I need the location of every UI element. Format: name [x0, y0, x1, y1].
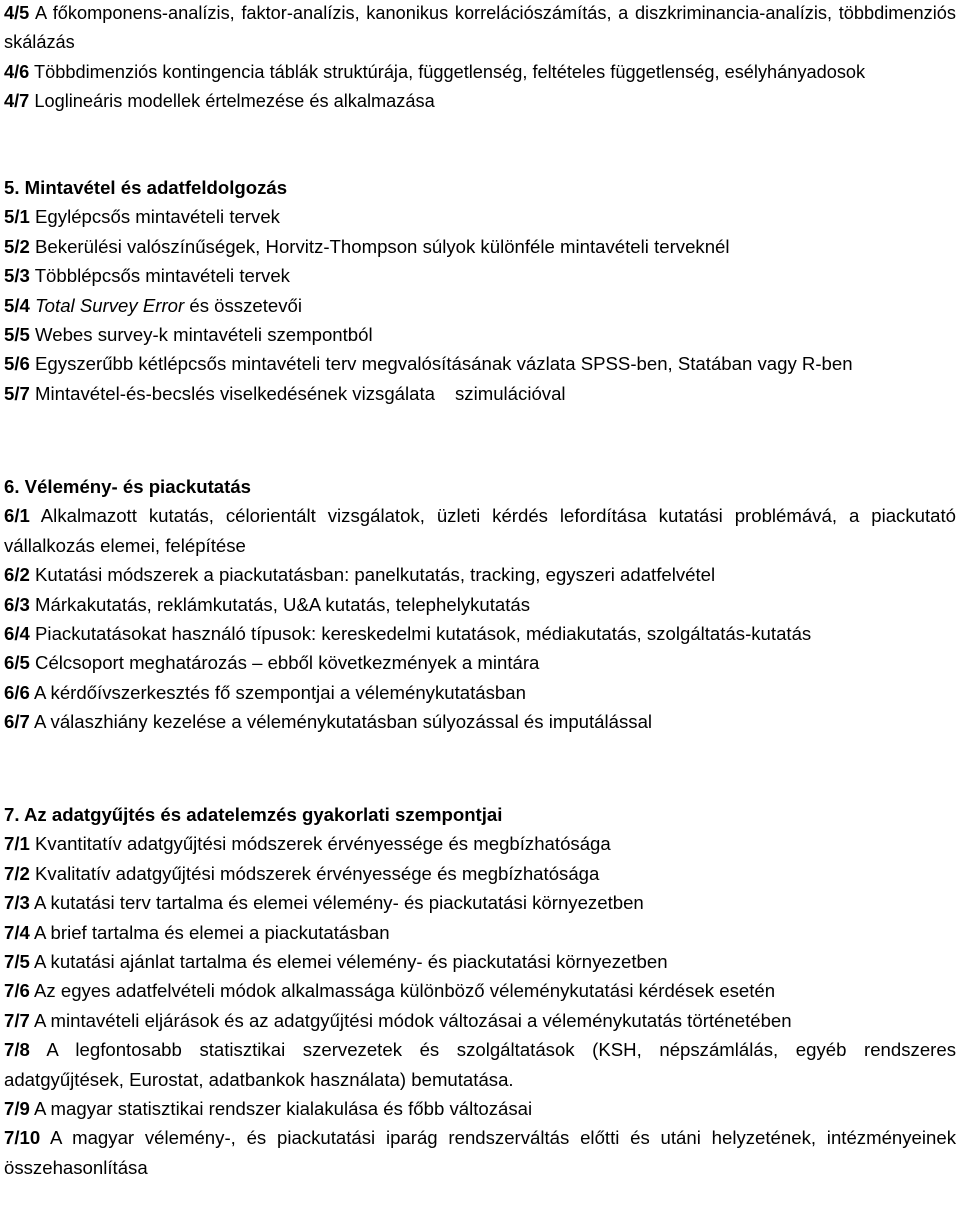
item-number: 6/6 — [4, 681, 30, 703]
list-item — [4, 0, 956, 58]
item-number: 6/7 — [4, 711, 30, 733]
item-number: 5/4 — [4, 294, 30, 316]
list-item — [4, 1035, 956, 1094]
section-heading: 6. Vélemény- és piackutatás — [4, 476, 252, 497]
item-text: Alkalmazott kutatás, célorientált vizsgálatok, üzleti kérdés lefordítása kutatási problémává, a piackutató vállalkozás elemei, felépítése — [4, 505, 957, 556]
item-number: 5/3 — [4, 265, 30, 287]
item-number: 6/5 — [4, 652, 30, 674]
item-text: A mintavételi eljárások és az adatgyűjtési módok változásai a véleménykutatás történetében — [34, 1009, 792, 1031]
item-text: A kutatási terv tartalma és elemei vélemény- és piackutatási környezetben — [34, 892, 644, 914]
list-item — [4, 648, 956, 677]
list-item — [4, 202, 956, 231]
item-number: 5/6 — [4, 353, 30, 375]
item-emphasis: Total Survey Error — [35, 294, 185, 316]
item-number: 7/5 — [4, 951, 30, 973]
item-number: 6/2 — [4, 564, 30, 586]
item-text: A legfontosabb statisztikai szervezetek és szolgáltatások (KSH, népszámlálás, egyéb rendszeres adatgyűjtések, Eurostat, adatbankok használata) bemutatása. — [4, 1039, 957, 1090]
item-text: Loglineáris modellek értelmezése és alkalmazása — [34, 91, 435, 112]
list-item — [4, 678, 956, 707]
item-text-tail: szimulációval — [455, 382, 566, 404]
item-text: Egyszerűbb kétlépcsős mintavételi terv megvalósításának vázlata SPSS-ben, Statában vagy R-ben — [35, 353, 853, 375]
item-text: A magyar statisztikai rendszer kialakulása és főbb változásai — [34, 1098, 533, 1120]
list-item — [4, 349, 956, 378]
list-item — [4, 976, 956, 1005]
item-text: Webes survey-k mintavételi szempontból — [35, 324, 373, 346]
item-text: Egylépcsős mintavételi tervek — [35, 206, 280, 228]
list-item — [4, 918, 956, 947]
item-text: Többdimenziós kontingencia táblák struktúrája, függetlenség, feltételes függetlenség, esélyhányadosok — [34, 61, 866, 82]
item-number: 4/5 — [4, 3, 30, 23]
item-text: Célcsoport meghatározás – ebből következmények a mintára — [35, 652, 540, 674]
list-item — [4, 232, 956, 261]
item-number: 6/1 — [4, 505, 30, 527]
list-item — [4, 291, 956, 320]
item-number: 4/6 — [4, 61, 30, 82]
item-number: 7/4 — [4, 921, 30, 943]
list-item — [4, 888, 956, 917]
list-item — [4, 619, 956, 648]
item-number: 5/7 — [4, 382, 30, 404]
item-text: A kérdőívszerkesztés fő szempontjai a véleménykutatásban — [34, 681, 526, 703]
section-heading: 5. Mintavétel és adatfeldolgozás — [4, 177, 288, 198]
item-text: Márkakutatás, reklámkutatás, U&A kutatás, telephelykutatás — [35, 593, 531, 615]
list-item — [4, 859, 956, 888]
item-number: 4/7 — [4, 91, 30, 112]
item-number: 7/8 — [4, 1039, 30, 1061]
item-number: 7/9 — [4, 1098, 30, 1120]
section-7 — [4, 800, 956, 1182]
list-item — [4, 87, 956, 116]
list-item — [4, 1094, 956, 1123]
item-text: Bekerülési valószínűségek, Horvitz-Thompson súlyok különféle mintavételi terveknél — [35, 235, 730, 257]
list-item — [4, 560, 956, 589]
item-number: 7/1 — [4, 833, 30, 855]
item-number: 5/2 — [4, 235, 30, 257]
list-item — [4, 947, 956, 976]
item-number: 7/7 — [4, 1009, 30, 1031]
item-text: A főkomponens-analízis, faktor-analízis, kanonikus korrelációszámítás, a diszkriminancia-analízis, többdimenziós skálázás — [4, 3, 956, 53]
list-item — [4, 590, 956, 619]
list-item — [4, 1006, 956, 1035]
item-number: 6/3 — [4, 593, 30, 615]
item-text: Piackutatásokat használó típusok: kereskedelmi kutatások, médiakutatás, szolgáltatás-kutatás — [35, 623, 812, 645]
list-item — [4, 58, 956, 87]
list-item — [4, 707, 956, 736]
item-number: 7/10 — [4, 1127, 41, 1149]
item-number: 5/1 — [4, 206, 30, 228]
item-text: Kvalitatív adatgyűjtési módszerek érvényessége és megbízhatósága — [35, 862, 600, 884]
item-text: A válaszhiány kezelése a véleménykutatásban súlyozással és imputálással — [34, 711, 653, 733]
item-text: Az egyes adatfelvételi módok alkalmassága különböző véleménykutatási kérdések esetén — [34, 980, 776, 1002]
list-item — [4, 829, 956, 858]
item-text: A magyar vélemény-, és piackutatási iparág rendszerváltás előtti és utáni helyzetének, intézményeinek összehasonlítása — [4, 1127, 957, 1178]
item-text: és összetevői — [189, 294, 303, 316]
item-number: 5/5 — [4, 324, 30, 346]
list-item — [4, 261, 956, 290]
item-text: Kutatási módszerek a piackutatásban: panelkutatás, tracking, egyszeri adatfelvétel — [35, 564, 716, 586]
section-5 — [4, 173, 956, 408]
item-number: 6/4 — [4, 623, 30, 645]
item-text: A brief tartalma és elemei a piackutatásban — [34, 921, 390, 943]
list-item — [4, 1123, 956, 1182]
item-text: Mintavétel-és-becslés viselkedésének vizsgálata — [35, 382, 435, 404]
list-item — [4, 501, 956, 560]
list-item — [4, 379, 956, 408]
item-text: A kutatási ajánlat tartalma és elemei vélemény- és piackutatási környezetben — [34, 951, 668, 973]
item-text: Többlépcsős mintavételi tervek — [34, 265, 290, 287]
item-number: 7/6 — [4, 980, 30, 1002]
item-text: Kvantitatív adatgyűjtési módszerek érvényessége és megbízhatósága — [35, 833, 611, 855]
section-heading: 7. Az adatgyűjtés és adatelemzés gyakorlati szempontjai — [4, 804, 503, 825]
list-item — [4, 320, 956, 349]
section-4-list — [4, 0, 956, 117]
section-6 — [4, 472, 956, 737]
item-number: 7/3 — [4, 892, 30, 914]
item-number: 7/2 — [4, 862, 30, 884]
